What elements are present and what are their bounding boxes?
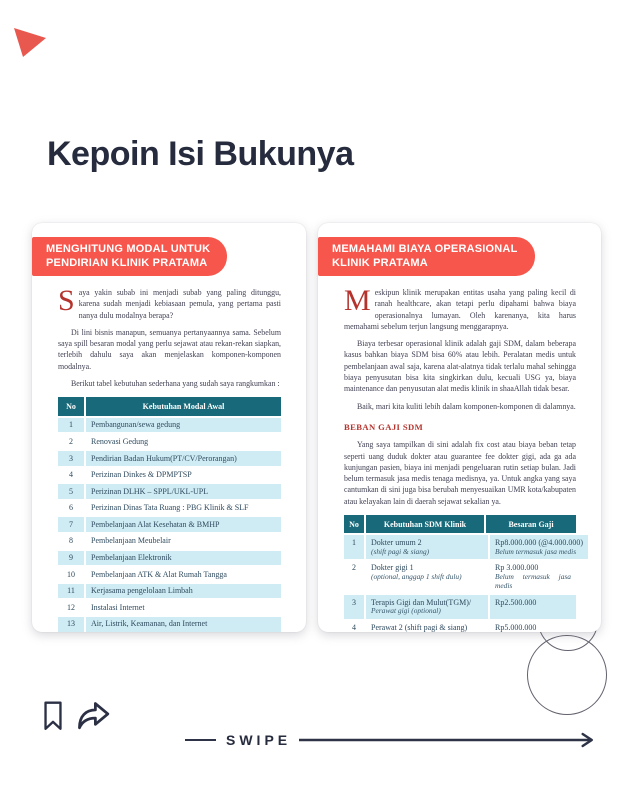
cell-no: 5 — [58, 484, 84, 499]
cell-item: Pembelanjaan Meubelair — [86, 534, 281, 549]
cell-item: Perizinan DLHK – SPPL/UKL-UPL — [86, 484, 281, 499]
section-heading: BEBAN GAJI SDM — [344, 421, 424, 432]
right-page-body — [318, 223, 601, 632]
right-book-page — [318, 223, 601, 632]
cell-salary: Rp 3.000.000 Belum termasuk jasa medis — [490, 561, 576, 593]
cell-need: Dokter umum 2 (shift pagi & siang) — [366, 535, 488, 558]
cell-no: 3 — [344, 595, 364, 618]
table-header-cell: No — [344, 515, 364, 533]
table-row — [58, 534, 281, 549]
paragraph-text: eskipun klinik merupakan entitas usaha yang paling kecil di ranah healthcare, akan tetapi perlu dipahami bahwa biaya operasionalnya lumayan. Oleh karenanya, kita harus memahami sebelum terjun langsung menggarapnya. — [344, 288, 576, 331]
cell-no: 1 — [344, 535, 364, 558]
table-row — [344, 535, 584, 558]
table-row — [58, 584, 281, 599]
body-paragraph — [58, 284, 281, 321]
table-row — [344, 561, 576, 593]
table-row — [58, 567, 281, 582]
table-header-cell: No — [58, 397, 84, 415]
cell-no: 13 — [58, 617, 84, 632]
swipe-label: SWIPE — [226, 732, 292, 748]
cell-need: Perawat 2 (shift pagi & siang) — [366, 621, 488, 632]
cell-no: 3 — [58, 451, 84, 466]
cell-item: Pembelanjaan ATK & Alat Rumah Tangga — [86, 567, 281, 582]
sdm-table — [344, 515, 584, 632]
left-book-page — [32, 223, 306, 632]
cell-item: Perizinan Dinkes & DPMPTSP — [86, 468, 281, 483]
bookmark-button[interactable] — [42, 700, 64, 732]
cell-no: 10 — [58, 567, 84, 582]
table-header-cell: Besaran Gaji — [486, 515, 576, 533]
table-row — [58, 451, 281, 466]
table-header-row — [344, 515, 576, 533]
table-row — [58, 418, 281, 433]
table-row — [58, 617, 281, 632]
cell-item: Pembelanjaan Elektronik — [86, 551, 281, 566]
swipe-indicator — [185, 730, 597, 750]
cell-item: Pembelanjaan Alat Kesehatan & BMHP — [86, 517, 281, 532]
cell-no: 2 — [344, 561, 364, 593]
cell-no: 7 — [58, 517, 84, 532]
ribbon-line: PENDIRIAN KLINIK PRATAMA — [46, 257, 208, 270]
cell-item: Perizinan Dinas Tata Ruang : PBG Klinik & SLF — [86, 501, 281, 516]
table-row — [58, 501, 281, 516]
modal-table — [58, 397, 281, 631]
cell-no: 4 — [344, 621, 364, 632]
cell-no: 6 — [58, 501, 84, 516]
dropcap: S — [58, 284, 75, 317]
right-chapter-ribbon — [318, 237, 535, 276]
table-row — [58, 484, 281, 499]
table-row — [58, 600, 281, 615]
cell-no: 12 — [58, 600, 84, 615]
cell-salary: Rp5.000.000 — [490, 621, 576, 632]
body-paragraph: Berikut tabel kebutuhan sederhana yang sudah saya rangkumkan : — [71, 379, 280, 389]
swipe-arrow-icon — [299, 732, 597, 748]
body-paragraph: Yang saya tampilkan di sini adalah fix cost atau biaya beban tetap seperti uang duduk dokter atau guarantee fee dokter gigi, ada ga ada kunjungan pasien, biaya ini menjadi pengeluaran rutin setiap bulan. Jadi belum termasuk jasa medis tenaga medisnya, ya. Untuk angka yang saya cantumkan di sini juga bisa berubah menyesuaikan UMR kota/kabupaten atau kelayakan lain di daerah sejawat sekalian ya. — [344, 440, 576, 506]
body-paragraph: Baik, mari kita kuliti lebih dalam komponen-komponen di dalamnya. — [357, 401, 576, 411]
ribbon-line: KLINIK PRATAMA — [332, 257, 428, 270]
cell-salary: Rp2.500.000 — [490, 595, 576, 618]
cell-item: Renovasi Gedung — [86, 434, 281, 449]
cell-no: 11 — [58, 584, 84, 599]
table-row — [58, 468, 281, 483]
bookmark-icon — [42, 720, 64, 735]
cell-item: Kerjasama pengelolaan Limbah — [86, 584, 281, 599]
table-row — [58, 434, 281, 449]
share-button[interactable] — [76, 700, 112, 732]
cell-need: Terapis Gigi dan Mulut(TGM)/ Perawat gigi (optional) — [366, 595, 488, 618]
table-row — [58, 551, 281, 566]
cell-item: Pembangunan/sewa gedung — [86, 418, 281, 433]
table-header-row — [58, 397, 281, 415]
cell-item: Instalasi Internet — [86, 600, 281, 615]
swipe-dash — [185, 739, 216, 741]
ribbon-line: MENGHITUNG MODAL UNTUK — [46, 243, 211, 255]
table-row — [344, 621, 576, 632]
cell-no: 4 — [58, 468, 84, 483]
cell-item: Air, Listrik, Keamanan, dan Internet — [86, 617, 281, 632]
share-icon — [76, 720, 112, 735]
footer-actions — [42, 700, 112, 732]
left-chapter-ribbon — [32, 237, 227, 276]
cell-salary: Rp8.000.000 (@4.000.000) Belum termasuk jasa medis — [490, 535, 588, 558]
body-paragraph — [344, 284, 576, 332]
left-page-body — [32, 223, 306, 632]
cell-item: Pendirian Badan Hukum(PT/CV/Perorangan) — [86, 451, 281, 466]
page-title: Kepoin Isi Bukunya — [47, 135, 354, 173]
cell-need: Dokter gigi 1 (optional, anggap 1 shift dulu) — [366, 561, 488, 593]
cell-no: 9 — [58, 551, 84, 566]
cell-no: 2 — [58, 434, 84, 449]
table-row — [58, 517, 281, 532]
paragraph-text: aya yakin subab ini menjadi subab yang paling ditunggu, karena sudah menjadi kebiasaan pemula, yang pertama pasti nanya dulu modalnya berapa? — [78, 288, 281, 320]
cell-no: 8 — [58, 534, 84, 549]
body-paragraph: Biaya terbesar operasional klinik adalah gaji SDM, dalam beberapa kasus bahkan biaya SDM bisa 60% atau lebih. Peralatan medis untuk pembelanjaan awal saja, karena alat-alatnya tidak terlalu mahal sehingga biaya penyusutan bisa kita singkirkan dulu, kecuali USG ya, biaya maintenance dan penyusutan alat medis klinik in shaaAllah tidak besar. — [344, 339, 576, 394]
table-header-cell: Kebutuhan Modal Awal — [86, 397, 281, 415]
corner-accent-icon — [12, 26, 48, 62]
dropcap: M — [344, 284, 371, 317]
body-paragraph: Di lini bisnis manapun, semuanya pertanyaannya sama. Sebelum saya spill besaran modal yang perlu sejawat atau rekan-rekan siapkan, terlebih dahulu saya akan menjelaskan komponen-komponen modalnya. — [58, 327, 281, 371]
ribbon-line: MEMAHAMI BIAYA OPERASIONAL — [332, 243, 518, 255]
decorative-circle-big — [527, 635, 607, 715]
cell-no: 1 — [58, 418, 84, 433]
table-row — [344, 595, 576, 618]
table-header-cell: Kebutuhan SDM Klinik — [366, 515, 484, 533]
